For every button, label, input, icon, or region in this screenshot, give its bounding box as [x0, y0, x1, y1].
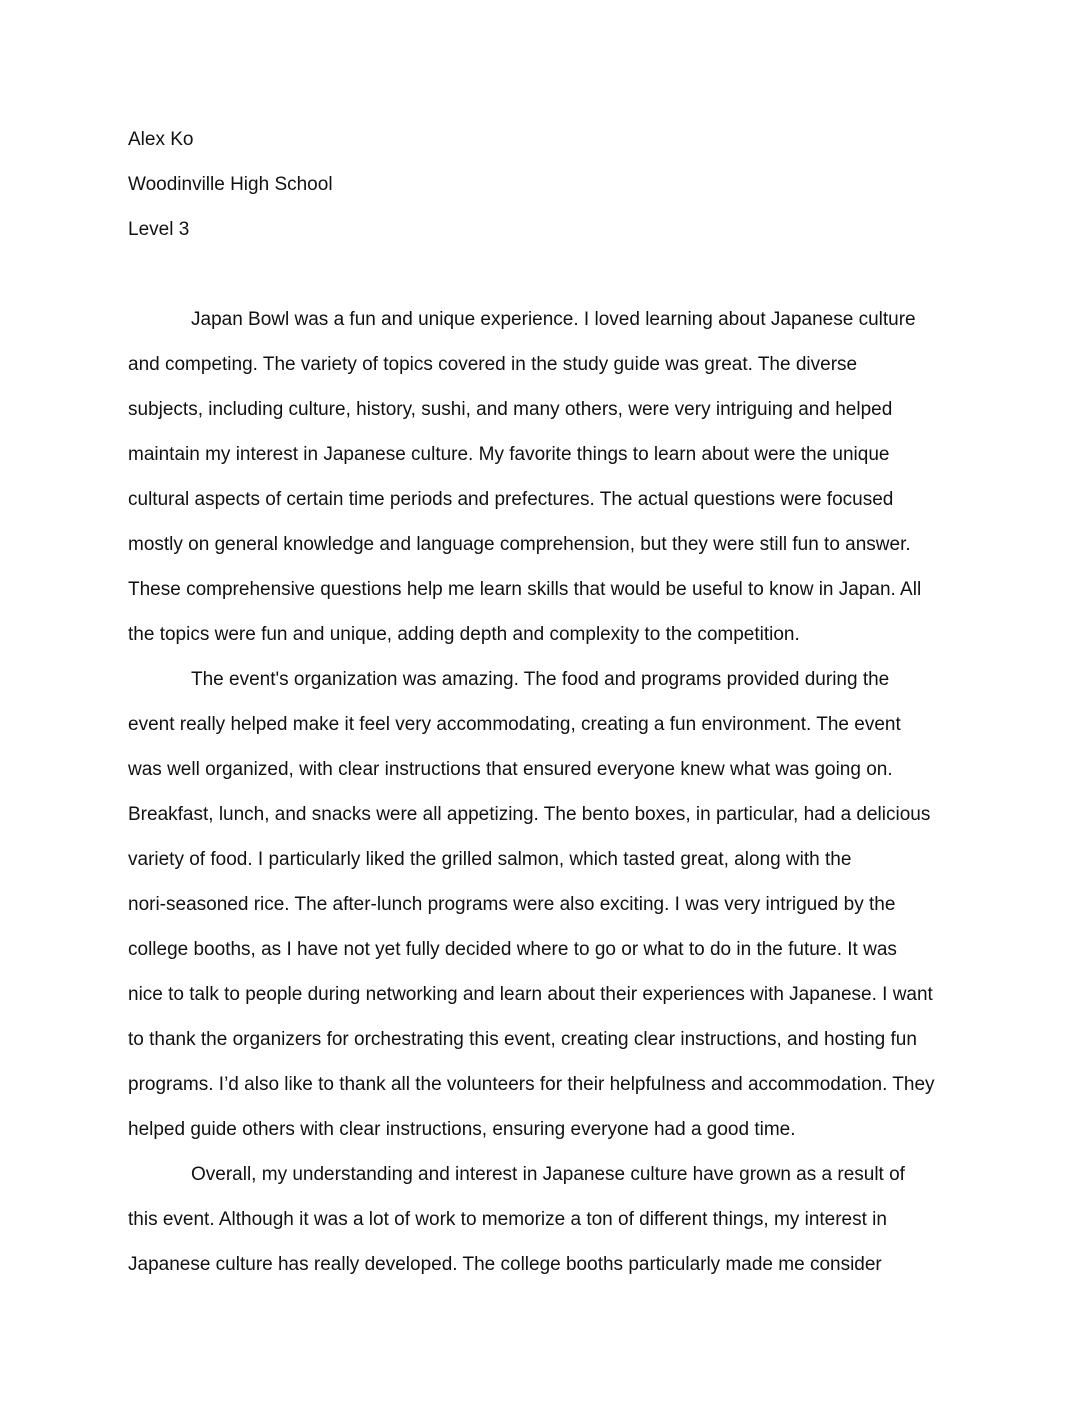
- paragraph-1-line: mostly on general knowledge and language comprehension, but they were still fun to answer.: [128, 534, 911, 555]
- paragraph-1-line: These comprehensive questions help me learn skills that would be useful to know in Japan. All: [128, 579, 922, 600]
- paragraph-2-line: nori-seasoned rice. The after-lunch programs were also exciting. I was very intrigued by the: [128, 894, 896, 915]
- paragraph-1-line: Japan Bowl was a fun and unique experience. I loved learning about Japanese culture: [191, 309, 916, 330]
- paragraph-2-line: event really helped make it feel very accommodating, creating a fun environment. The event: [128, 714, 901, 735]
- paragraph-3-line: Japanese culture has really developed. The college booths particularly made me consider: [128, 1254, 882, 1275]
- paragraph-2-line: to thank the organizers for orchestrating this event, creating clear instructions, and hosting fun: [128, 1029, 917, 1050]
- author-name: Alex Ko: [128, 129, 194, 150]
- paragraph-2-line: Breakfast, lunch, and snacks were all appetizing. The bento boxes, in particular, had a delicious: [128, 804, 931, 825]
- paragraph-2-line: programs. I’d also like to thank all the volunteers for their helpfulness and accommodation. They: [128, 1074, 935, 1095]
- paragraph-1-line: and competing. The variety of topics covered in the study guide was great. The diverse: [128, 354, 858, 375]
- paragraph-3-line: this event. Although it was a lot of work to memorize a ton of different things, my interest in: [128, 1209, 887, 1230]
- paragraph-1-line: maintain my interest in Japanese culture. My favorite things to learn about were the unique: [128, 444, 890, 465]
- level-label: Level 3: [128, 219, 190, 240]
- paragraph-1-line: subjects, including culture, history, sushi, and many others, were very intriguing and helped: [128, 399, 893, 420]
- paragraph-2-line: was well organized, with clear instructions that ensured everyone knew what was going on.: [128, 759, 893, 780]
- paragraph-3-line: Overall, my understanding and interest in Japanese culture have grown as a result of: [191, 1164, 905, 1185]
- paragraph-1-line: the topics were fun and unique, adding depth and complexity to the competition.: [128, 624, 800, 645]
- school-name: Woodinville High School: [128, 174, 333, 195]
- paragraph-2-line: helped guide others with clear instructions, ensuring everyone had a good time.: [128, 1119, 796, 1140]
- paragraph-2-line: college booths, as I have not yet fully decided where to go or what to do in the future. It was: [128, 939, 897, 960]
- paragraph-2-line: nice to talk to people during networking and learn about their experiences with Japanese. I want: [128, 984, 933, 1005]
- paragraph-1-line: cultural aspects of certain time periods and prefectures. The actual questions were focused: [128, 489, 894, 510]
- paragraph-2-line: variety of food. I particularly liked the grilled salmon, which tasted great, along with the: [128, 849, 852, 870]
- paragraph-2-line: The event's organization was amazing. The food and programs provided during the: [191, 669, 890, 690]
